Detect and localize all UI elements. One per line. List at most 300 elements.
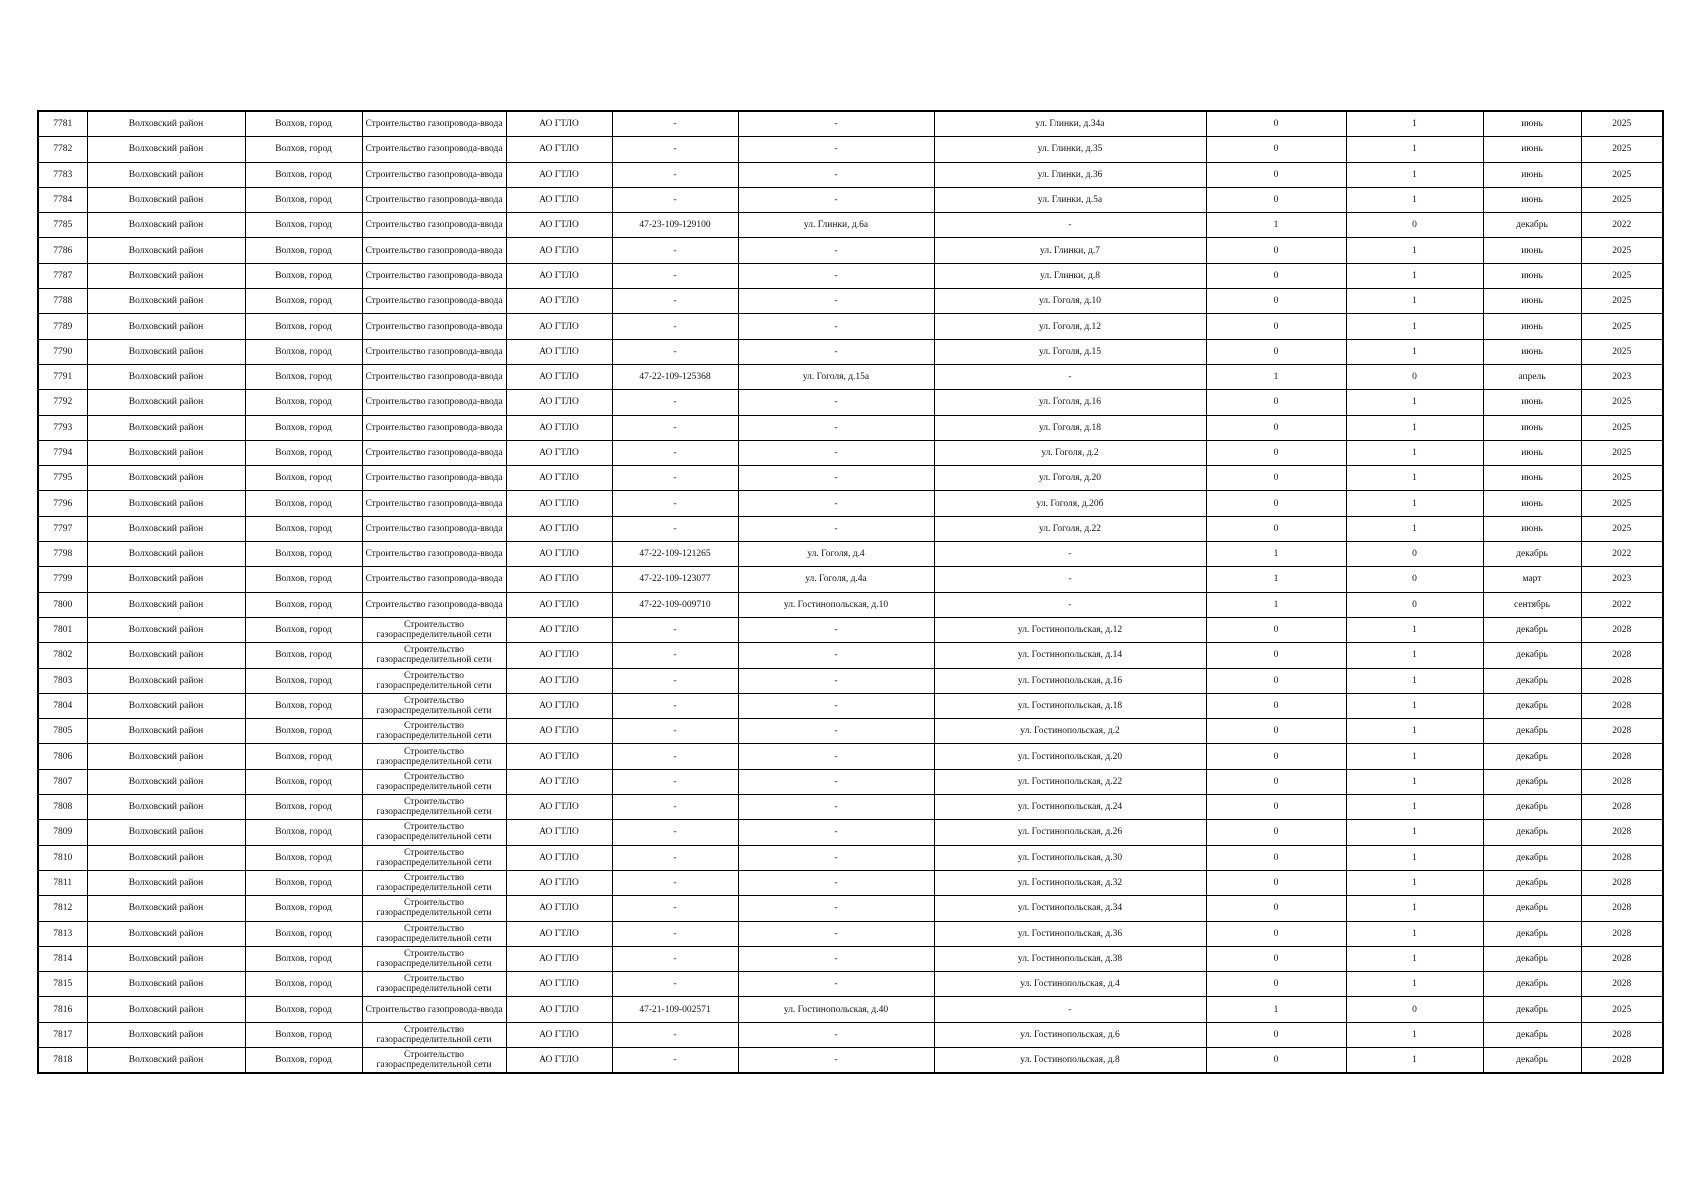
locality-cell: Волхов, город	[245, 516, 362, 541]
district-cell: Волховский район	[87, 187, 245, 212]
year-cell: 2023	[1581, 567, 1663, 592]
planned-count-cell: 1	[1346, 719, 1483, 744]
operator-cell: АО ГТЛО	[506, 1022, 612, 1047]
cadastral-number-cell: -	[612, 516, 738, 541]
table-row	[38, 314, 1663, 339]
operator-cell: АО ГТЛО	[506, 314, 612, 339]
planned-count-cell: 1	[1346, 845, 1483, 870]
existing-count-cell: 1	[1206, 997, 1346, 1022]
locality-cell: Волхов, город	[245, 769, 362, 794]
cadastral-number-cell: -	[612, 744, 738, 769]
planned-count-cell: 1	[1346, 162, 1483, 187]
locality-cell: Волхов, город	[245, 111, 362, 137]
work-type-cell: Строительство газопровода-ввода	[362, 314, 506, 339]
existing-address-cell: -	[738, 643, 934, 668]
table-row	[38, 921, 1663, 946]
operator-cell: АО ГТЛО	[506, 542, 612, 567]
operator-cell: АО ГТЛО	[506, 845, 612, 870]
planned-address-cell: ул. Гостинопольская, д.36	[934, 921, 1206, 946]
planned-address-cell: ул. Гоголя, д.20б	[934, 491, 1206, 516]
locality-cell: Волхов, город	[245, 870, 362, 895]
month-cell: декабрь	[1483, 845, 1581, 870]
planned-count-cell: 1	[1346, 921, 1483, 946]
month-cell: декабрь	[1483, 719, 1581, 744]
district-cell: Волховский район	[87, 415, 245, 440]
planned-address-cell: ул. Гостинопольская, д.32	[934, 870, 1206, 895]
planned-address-cell: ул. Гостинопольская, д.14	[934, 643, 1206, 668]
locality-cell: Волхов, город	[245, 187, 362, 212]
work-type-cell: Строительство газопровода-ввода	[362, 111, 506, 137]
planned-count-cell: 1	[1346, 137, 1483, 162]
month-cell: декабрь	[1483, 542, 1581, 567]
planned-address-cell: ул. Гоголя, д.10	[934, 289, 1206, 314]
row-number: 7791	[38, 364, 87, 389]
month-cell: июнь	[1483, 314, 1581, 339]
planned-address-cell: ул. Гостинопольская, д.30	[934, 845, 1206, 870]
table-row	[38, 744, 1663, 769]
existing-count-cell: 0	[1206, 111, 1346, 137]
cadastral-number-cell: 47-21-109-002571	[612, 997, 738, 1022]
work-type-cell: Строительство газопровода-ввода	[362, 542, 506, 567]
existing-count-cell: 0	[1206, 946, 1346, 971]
month-cell: июнь	[1483, 339, 1581, 364]
table-row	[38, 1047, 1663, 1073]
existing-address-cell: -	[738, 693, 934, 718]
year-cell: 2028	[1581, 769, 1663, 794]
work-type-cell: Строительство газораспределительной сети	[362, 820, 506, 845]
operator-cell: АО ГТЛО	[506, 769, 612, 794]
month-cell: декабрь	[1483, 643, 1581, 668]
cadastral-number-cell: -	[612, 263, 738, 288]
table-row	[38, 440, 1663, 465]
existing-count-cell: 0	[1206, 238, 1346, 263]
table-row	[38, 187, 1663, 212]
year-cell: 2028	[1581, 946, 1663, 971]
district-cell: Волховский район	[87, 592, 245, 617]
existing-count-cell: 0	[1206, 972, 1346, 997]
existing-count-cell: 0	[1206, 896, 1346, 921]
locality-cell: Волхов, город	[245, 617, 362, 642]
cadastral-number-cell: -	[612, 643, 738, 668]
district-cell: Волховский район	[87, 643, 245, 668]
work-type-cell: Строительство газораспределительной сети	[362, 668, 506, 693]
locality-cell: Волхов, город	[245, 946, 362, 971]
existing-count-cell: 0	[1206, 1047, 1346, 1073]
work-type-cell: Строительство газопровода-ввода	[362, 440, 506, 465]
row-number: 7797	[38, 516, 87, 541]
year-cell: 2028	[1581, 1022, 1663, 1047]
existing-count-cell: 1	[1206, 213, 1346, 238]
district-cell: Волховский район	[87, 896, 245, 921]
table-row	[38, 719, 1663, 744]
existing-address-cell: ул. Гоголя, д.4а	[738, 567, 934, 592]
row-number: 7792	[38, 390, 87, 415]
work-type-cell: Строительство газораспределительной сети	[362, 972, 506, 997]
operator-cell: АО ГТЛО	[506, 921, 612, 946]
locality-cell: Волхов, город	[245, 643, 362, 668]
planned-count-cell: 1	[1346, 643, 1483, 668]
locality-cell: Волхов, город	[245, 997, 362, 1022]
row-number: 7782	[38, 137, 87, 162]
row-number: 7794	[38, 440, 87, 465]
district-cell: Волховский район	[87, 491, 245, 516]
planned-address-cell: ул. Гоголя, д.15	[934, 339, 1206, 364]
district-cell: Волховский район	[87, 820, 245, 845]
locality-cell: Волхов, город	[245, 314, 362, 339]
table-row	[38, 567, 1663, 592]
operator-cell: АО ГТЛО	[506, 111, 612, 137]
row-number: 7785	[38, 213, 87, 238]
table-row	[38, 795, 1663, 820]
operator-cell: АО ГТЛО	[506, 668, 612, 693]
operator-cell: АО ГТЛО	[506, 516, 612, 541]
row-number: 7786	[38, 238, 87, 263]
month-cell: март	[1483, 567, 1581, 592]
month-cell: декабрь	[1483, 1022, 1581, 1047]
locality-cell: Волхов, город	[245, 1047, 362, 1073]
existing-count-cell: 0	[1206, 466, 1346, 491]
row-number: 7787	[38, 263, 87, 288]
table-row	[38, 466, 1663, 491]
locality-cell: Волхов, город	[245, 567, 362, 592]
locality-cell: Волхов, город	[245, 820, 362, 845]
locality-cell: Волхов, город	[245, 263, 362, 288]
table-row	[38, 111, 1663, 137]
year-cell: 2028	[1581, 744, 1663, 769]
month-cell: июнь	[1483, 137, 1581, 162]
year-cell: 2028	[1581, 643, 1663, 668]
district-cell: Волховский район	[87, 339, 245, 364]
existing-count-cell: 0	[1206, 289, 1346, 314]
work-type-cell: Строительство газораспределительной сети	[362, 870, 506, 895]
planned-address-cell: ул. Гоголя, д.22	[934, 516, 1206, 541]
month-cell: июнь	[1483, 111, 1581, 137]
operator-cell: АО ГТЛО	[506, 289, 612, 314]
table-row	[38, 213, 1663, 238]
operator-cell: АО ГТЛО	[506, 643, 612, 668]
cadastral-number-cell: -	[612, 693, 738, 718]
row-number: 7801	[38, 617, 87, 642]
planned-count-cell: 1	[1346, 1047, 1483, 1073]
existing-address-cell: -	[738, 795, 934, 820]
planned-address-cell: ул. Гостинопольская, д.8	[934, 1047, 1206, 1073]
operator-cell: АО ГТЛО	[506, 466, 612, 491]
table-row	[38, 1022, 1663, 1047]
planned-address-cell: ул. Гостинопольская, д.24	[934, 795, 1206, 820]
month-cell: декабрь	[1483, 997, 1581, 1022]
work-type-cell: Строительство газораспределительной сети	[362, 896, 506, 921]
row-number: 7805	[38, 719, 87, 744]
district-cell: Волховский район	[87, 946, 245, 971]
work-type-cell: Строительство газораспределительной сети	[362, 946, 506, 971]
year-cell: 2025	[1581, 997, 1663, 1022]
year-cell: 2025	[1581, 339, 1663, 364]
month-cell: сентябрь	[1483, 592, 1581, 617]
district-cell: Волховский район	[87, 440, 245, 465]
table-row	[38, 238, 1663, 263]
existing-address-cell: -	[738, 289, 934, 314]
district-cell: Волховский район	[87, 668, 245, 693]
planned-address-cell: ул. Гоголя, д.18	[934, 415, 1206, 440]
table-row	[38, 820, 1663, 845]
operator-cell: АО ГТЛО	[506, 415, 612, 440]
row-number: 7799	[38, 567, 87, 592]
planned-address-cell: ул. Гостинопольская, д.16	[934, 668, 1206, 693]
month-cell: декабрь	[1483, 617, 1581, 642]
table-row	[38, 972, 1663, 997]
work-type-cell: Строительство газопровода-ввода	[362, 415, 506, 440]
existing-count-cell: 0	[1206, 314, 1346, 339]
year-cell: 2025	[1581, 111, 1663, 137]
district-cell: Волховский район	[87, 617, 245, 642]
month-cell: декабрь	[1483, 769, 1581, 794]
year-cell: 2025	[1581, 137, 1663, 162]
month-cell: декабрь	[1483, 820, 1581, 845]
existing-count-cell: 0	[1206, 516, 1346, 541]
cadastral-number-cell: -	[612, 314, 738, 339]
existing-address-cell: ул. Гоголя, д.15а	[738, 364, 934, 389]
existing-count-cell: 0	[1206, 870, 1346, 895]
row-number: 7806	[38, 744, 87, 769]
existing-count-cell: 1	[1206, 567, 1346, 592]
planned-address-cell: ул. Гостинопольская, д.12	[934, 617, 1206, 642]
cadastral-number-cell: -	[612, 466, 738, 491]
table-row	[38, 415, 1663, 440]
month-cell: июнь	[1483, 162, 1581, 187]
cadastral-number-cell: -	[612, 719, 738, 744]
row-number: 7803	[38, 668, 87, 693]
existing-address-cell: ул. Гостинопольская, д.40	[738, 997, 934, 1022]
table-row	[38, 162, 1663, 187]
locality-cell: Волхов, город	[245, 137, 362, 162]
work-type-cell: Строительство газопровода-ввода	[362, 516, 506, 541]
table-row	[38, 693, 1663, 718]
table-row	[38, 390, 1663, 415]
year-cell: 2028	[1581, 820, 1663, 845]
month-cell: декабрь	[1483, 972, 1581, 997]
planned-count-cell: 1	[1346, 820, 1483, 845]
month-cell: декабрь	[1483, 921, 1581, 946]
planned-address-cell: ул. Глинки, д.35	[934, 137, 1206, 162]
locality-cell: Волхов, город	[245, 668, 362, 693]
existing-address-cell: -	[738, 1022, 934, 1047]
district-cell: Волховский район	[87, 111, 245, 137]
existing-address-cell: -	[738, 162, 934, 187]
existing-count-cell: 1	[1206, 592, 1346, 617]
year-cell: 2025	[1581, 263, 1663, 288]
locality-cell: Волхов, город	[245, 542, 362, 567]
planned-count-cell: 1	[1346, 390, 1483, 415]
district-cell: Волховский район	[87, 137, 245, 162]
existing-address-cell: -	[738, 668, 934, 693]
operator-cell: АО ГТЛО	[506, 390, 612, 415]
row-number: 7817	[38, 1022, 87, 1047]
operator-cell: АО ГТЛО	[506, 263, 612, 288]
locality-cell: Волхов, город	[245, 845, 362, 870]
district-cell: Волховский район	[87, 693, 245, 718]
year-cell: 2025	[1581, 516, 1663, 541]
cadastral-number-cell: -	[612, 339, 738, 364]
row-number: 7804	[38, 693, 87, 718]
district-cell: Волховский район	[87, 719, 245, 744]
planned-address-cell: ул. Гостинопольская, д.4	[934, 972, 1206, 997]
planned-count-cell: 0	[1346, 213, 1483, 238]
month-cell: июнь	[1483, 390, 1581, 415]
planned-address-cell: ул. Глинки, д.7	[934, 238, 1206, 263]
cadastral-number-cell: -	[612, 187, 738, 212]
cadastral-number-cell: -	[612, 668, 738, 693]
operator-cell: АО ГТЛО	[506, 339, 612, 364]
month-cell: июнь	[1483, 263, 1581, 288]
planned-count-cell: 1	[1346, 744, 1483, 769]
table-row	[38, 845, 1663, 870]
locality-cell: Волхов, город	[245, 238, 362, 263]
existing-address-cell: -	[738, 466, 934, 491]
existing-count-cell: 0	[1206, 693, 1346, 718]
cadastral-number-cell: -	[612, 415, 738, 440]
district-cell: Волховский район	[87, 567, 245, 592]
year-cell: 2025	[1581, 289, 1663, 314]
existing-address-cell: -	[738, 744, 934, 769]
planned-count-cell: 0	[1346, 542, 1483, 567]
existing-address-cell: -	[738, 617, 934, 642]
gas-connection-registry-table	[37, 110, 1664, 1074]
planned-address-cell: -	[934, 567, 1206, 592]
planned-address-cell: ул. Глинки, д.5а	[934, 187, 1206, 212]
month-cell: июнь	[1483, 415, 1581, 440]
row-number: 7809	[38, 820, 87, 845]
planned-count-cell: 1	[1346, 314, 1483, 339]
planned-address-cell: ул. Гостинопольская, д.18	[934, 693, 1206, 718]
month-cell: декабрь	[1483, 1047, 1581, 1073]
locality-cell: Волхов, город	[245, 415, 362, 440]
month-cell: апрель	[1483, 364, 1581, 389]
work-type-cell: Строительство газопровода-ввода	[362, 592, 506, 617]
work-type-cell: Строительство газораспределительной сети	[362, 744, 506, 769]
existing-count-cell: 0	[1206, 187, 1346, 212]
existing-count-cell: 0	[1206, 845, 1346, 870]
existing-count-cell: 0	[1206, 643, 1346, 668]
work-type-cell: Строительство газораспределительной сети	[362, 1047, 506, 1073]
cadastral-number-cell: 47-22-109-125368	[612, 364, 738, 389]
cadastral-number-cell: -	[612, 162, 738, 187]
existing-address-cell: -	[738, 339, 934, 364]
planned-count-cell: 1	[1346, 516, 1483, 541]
work-type-cell: Строительство газопровода-ввода	[362, 567, 506, 592]
district-cell: Волховский район	[87, 466, 245, 491]
planned-count-cell: 1	[1346, 415, 1483, 440]
planned-count-cell: 1	[1346, 263, 1483, 288]
year-cell: 2028	[1581, 693, 1663, 718]
month-cell: июнь	[1483, 289, 1581, 314]
work-type-cell: Строительство газораспределительной сети	[362, 643, 506, 668]
table-row	[38, 339, 1663, 364]
planned-address-cell: -	[934, 542, 1206, 567]
operator-cell: АО ГТЛО	[506, 896, 612, 921]
existing-count-cell: 0	[1206, 415, 1346, 440]
planned-count-cell: 1	[1346, 769, 1483, 794]
year-cell: 2025	[1581, 162, 1663, 187]
work-type-cell: Строительство газопровода-ввода	[362, 364, 506, 389]
cadastral-number-cell: 47-23-109-129100	[612, 213, 738, 238]
cadastral-number-cell: -	[612, 946, 738, 971]
district-cell: Волховский район	[87, 542, 245, 567]
cadastral-number-cell: 47-22-109-009710	[612, 592, 738, 617]
district-cell: Волховский район	[87, 795, 245, 820]
operator-cell: АО ГТЛО	[506, 238, 612, 263]
district-cell: Волховский район	[87, 921, 245, 946]
planned-address-cell: -	[934, 592, 1206, 617]
month-cell: декабрь	[1483, 744, 1581, 769]
row-number: 7790	[38, 339, 87, 364]
planned-count-cell: 1	[1346, 491, 1483, 516]
locality-cell: Волхов, город	[245, 364, 362, 389]
row-number: 7788	[38, 289, 87, 314]
locality-cell: Волхов, город	[245, 896, 362, 921]
work-type-cell: Строительство газопровода-ввода	[362, 466, 506, 491]
table-row	[38, 668, 1663, 693]
operator-cell: АО ГТЛО	[506, 162, 612, 187]
existing-address-cell: -	[738, 390, 934, 415]
existing-address-cell: -	[738, 972, 934, 997]
year-cell: 2022	[1581, 542, 1663, 567]
operator-cell: АО ГТЛО	[506, 946, 612, 971]
year-cell: 2028	[1581, 921, 1663, 946]
work-type-cell: Строительство газораспределительной сети	[362, 719, 506, 744]
planned-address-cell: ул. Гостинопольская, д.20	[934, 744, 1206, 769]
table-row	[38, 364, 1663, 389]
planned-count-cell: 1	[1346, 1022, 1483, 1047]
planned-count-cell: 1	[1346, 972, 1483, 997]
planned-address-cell: ул. Гостинопольская, д.38	[934, 946, 1206, 971]
district-cell: Волховский район	[87, 238, 245, 263]
row-number: 7789	[38, 314, 87, 339]
locality-cell: Волхов, город	[245, 592, 362, 617]
district-cell: Волховский район	[87, 972, 245, 997]
work-type-cell: Строительство газопровода-ввода	[362, 491, 506, 516]
operator-cell: АО ГТЛО	[506, 364, 612, 389]
existing-address-cell: -	[738, 187, 934, 212]
month-cell: декабрь	[1483, 870, 1581, 895]
planned-count-cell: 1	[1346, 870, 1483, 895]
locality-cell: Волхов, город	[245, 339, 362, 364]
year-cell: 2028	[1581, 972, 1663, 997]
year-cell: 2028	[1581, 1047, 1663, 1073]
month-cell: июнь	[1483, 491, 1581, 516]
operator-cell: АО ГТЛО	[506, 693, 612, 718]
district-cell: Волховский район	[87, 845, 245, 870]
table-row	[38, 137, 1663, 162]
table-row	[38, 592, 1663, 617]
row-number: 7783	[38, 162, 87, 187]
year-cell: 2028	[1581, 845, 1663, 870]
row-number: 7784	[38, 187, 87, 212]
work-type-cell: Строительство газопровода-ввода	[362, 187, 506, 212]
year-cell: 2025	[1581, 440, 1663, 465]
table-row	[38, 997, 1663, 1022]
cadastral-number-cell: 47-22-109-121265	[612, 542, 738, 567]
planned-address-cell: ул. Глинки, д.36	[934, 162, 1206, 187]
existing-address-cell: -	[738, 238, 934, 263]
month-cell: декабрь	[1483, 896, 1581, 921]
row-number: 7815	[38, 972, 87, 997]
cadastral-number-cell: -	[612, 795, 738, 820]
year-cell: 2028	[1581, 617, 1663, 642]
year-cell: 2025	[1581, 415, 1663, 440]
cadastral-number-cell: -	[612, 769, 738, 794]
cadastral-number-cell: -	[612, 845, 738, 870]
existing-address-cell: -	[738, 769, 934, 794]
